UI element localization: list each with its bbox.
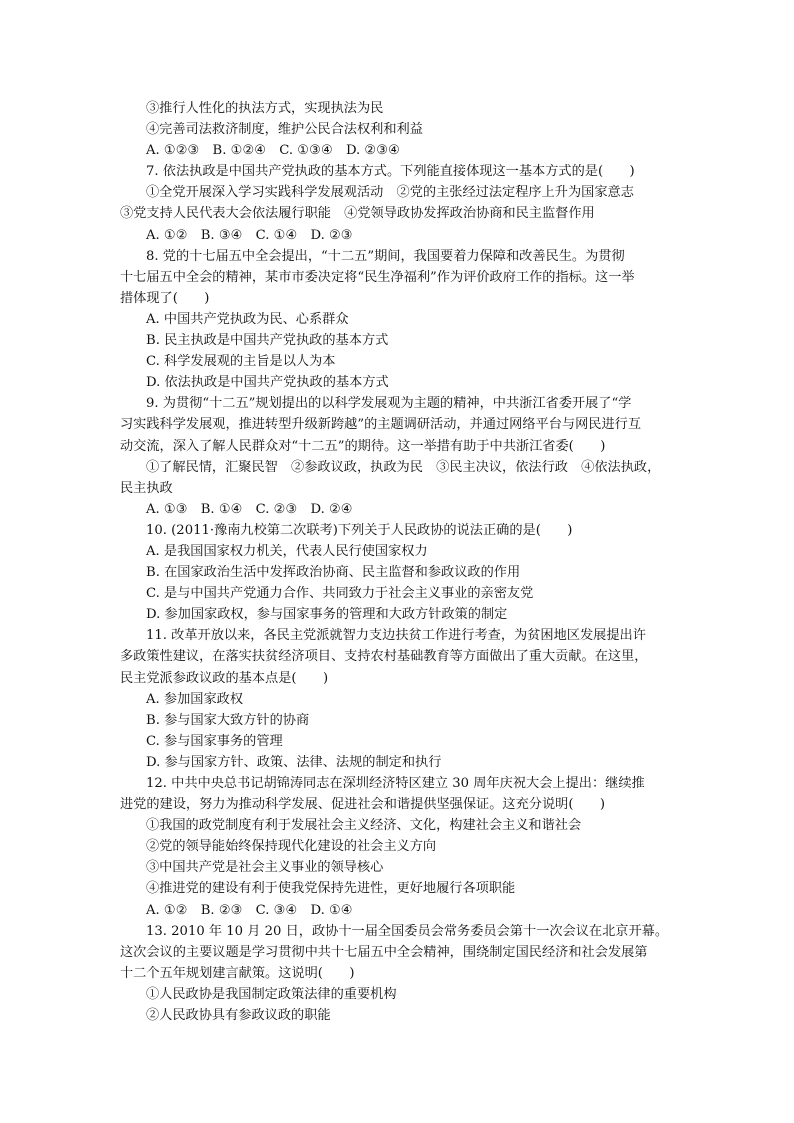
- text-line: A. 参加国家政权: [146, 691, 244, 707]
- text-line: D. 参与国家方针、政策、法律、法规的制定和执行: [146, 754, 442, 770]
- text-line: ④推进党的建设有利于使我党保持先进性，更好地履行各项职能: [146, 881, 516, 897]
- text-line: 习实践科学发展观，推进转型升级新跨越”的主题调研活动，并通过网络平台与网民进行互: [120, 417, 642, 433]
- text-line: A. ①③ B. ①④ C. ②③ D. ②④: [146, 501, 353, 517]
- text-line: ①人民政协是我国制定政策法律的重要机构: [146, 986, 397, 1002]
- text-line: 这次会议的主要议题是学习贯彻中共十七届五中全会精神，围绕制定国民经济和社会发展第: [120, 944, 648, 960]
- text-line: A. 是我国国家权力机关，代表人民行使国家权力: [146, 543, 428, 559]
- text-line: C. 科学发展观的主旨是以人为本: [146, 354, 336, 370]
- text-line: 8. 党的十七届五中全会提出，“十二五”期间，我国要着力保障和改善民生。为贯彻: [146, 248, 625, 264]
- document-body: [120, 98, 676, 1026]
- text-line: D. 依法执政是中国共产党执政的基本方式: [146, 375, 389, 391]
- text-line: 13. 2010 年 10 月 20 日，政协十一届全国委员会常务委员会第十一次会议在北京开幕。: [146, 923, 669, 939]
- text-line: A. ①② B. ③④ C. ①④ D. ②③: [146, 227, 353, 243]
- text-line: ③推行人性化的执法方式，实现执法为民: [146, 101, 384, 116]
- text-line: 民主执政: [120, 480, 173, 496]
- text-line: A. 中国共产党执政为民、心系群众: [146, 311, 349, 327]
- text-line: 十七届五中全会的精神，某市市委决定将“民生净福利”作为评价政府工作的指标。这一举: [120, 269, 635, 285]
- text-line: B. 参与国家大致方针的协商: [146, 712, 310, 728]
- text-line: 12. 中共中央总书记胡锦涛同志在深圳经济特区建立 30 周年庆祝大会上提出：继续推: [146, 776, 645, 791]
- text-line: C. 参与国家事务的管理: [146, 733, 283, 749]
- text-line: B. 民主执政是中国共产党执政的基本方式: [146, 333, 389, 349]
- text-line: 9. 为贯彻“十二五”规划提出的以科学发展观为主题的精神，中共浙江省委开展了“学: [146, 396, 632, 412]
- text-line: A. ①②③ B. ①②④ C. ①③④ D. ②③④: [146, 143, 400, 159]
- text-line: ①了解民情，汇聚民智 ②参政议政，执政为民 ③民主决议，依法行政 ④依法执政，: [146, 459, 661, 475]
- text-line: ③中国共产党是社会主义事业的领导核心: [146, 860, 384, 876]
- text-line: 多政策性建议，在落实扶贫经济项目、支持农村基础教育等方面做出了重大贡献。在这里，: [120, 649, 648, 665]
- text-line: 进党的建设，努力为推动科学发展、促进社会和谐提供坚强保证。这充分说明( ): [120, 797, 606, 813]
- text-line: A. ①② B. ②③ C. ③④ D. ①④: [146, 902, 353, 918]
- text-line: ①我国的政党制度有利于发展社会主义经济、文化，构建社会主义和谐社会: [146, 818, 582, 834]
- text-line: 动交流，深入了解人民群众对“十二五”的期待。这一举措有助于中共浙江省委( ): [120, 438, 606, 454]
- text-line: D. 参加国家政权，参与国家事务的管理和大政方针政策的制定: [146, 607, 508, 623]
- text-line: ②党的领导能始终保持现代化建设的社会主义方向: [146, 839, 437, 855]
- text-line: C. 是与中国共产党通力合作、共同致力于社会主义事业的亲密友党: [146, 586, 534, 602]
- text-line: 10. (2011·豫南九校第二次联考)下列关于人民政协的说法正确的是( ): [146, 522, 573, 538]
- text-line: 措体现了( ): [120, 290, 210, 306]
- text-line: ②人民政协具有参政议政的职能: [146, 1008, 331, 1024]
- text-line: ③党支持人民代表大会依法履行职能 ④党领导政协发挥政治协商和民主监督作用: [120, 206, 595, 222]
- text-line: ④完善司法救济制度，维护公民合法权利和利益: [146, 122, 423, 138]
- text-line: 11. 改革开放以来，各民主党派就智力支边扶贫工作进行考查，为贫困地区发展提出许: [146, 628, 646, 644]
- text-line: ①全党开展深入学习实践科学发展观活动 ②党的主张经过法定程序上升为国家意志: [146, 185, 634, 201]
- text-line: B. 在国家政治生活中发挥政治协商、民主监督和参政议政的作用: [146, 565, 521, 581]
- text-line: 十二个五年规划建言献策。这说明( ): [120, 965, 355, 981]
- text-line: 7. 依法执政是中国共产党执政的基本方式。下列能直接体现这一基本方式的是( ): [146, 164, 635, 180]
- text-line: 民主党派参政议政的基本点是( ): [120, 670, 329, 686]
